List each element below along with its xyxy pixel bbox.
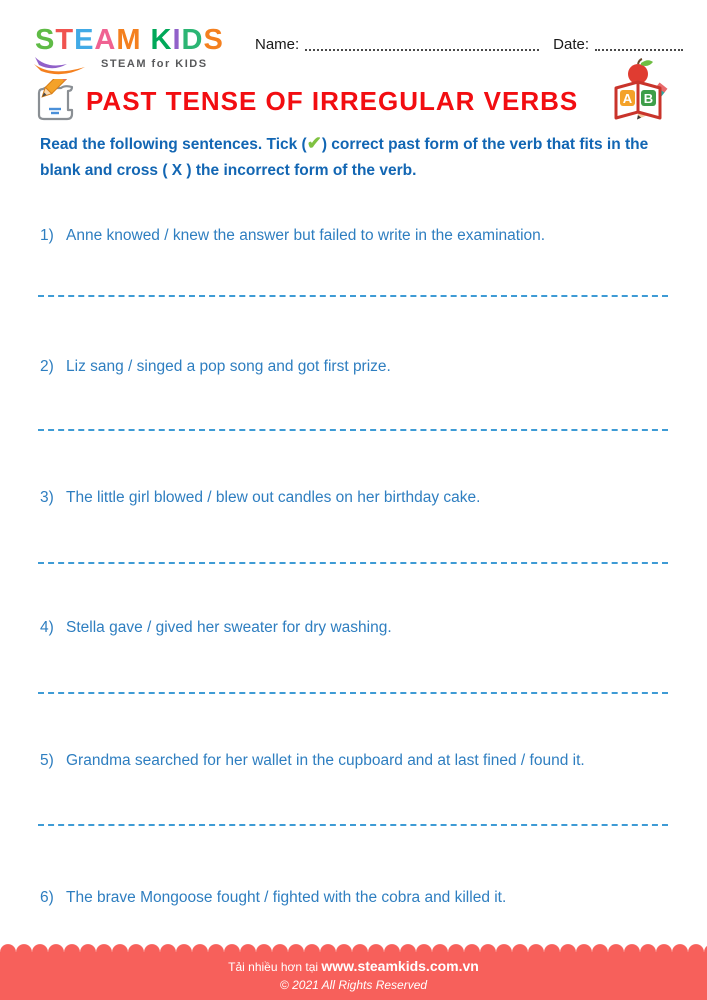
instructions — [40, 132, 680, 184]
sentence-text: The little girl blowed / blew out candles on her birthday cake. — [66, 489, 481, 506]
footer-copyright: © 2021 All Rights Reserved — [279, 978, 428, 992]
date-label: Date: — [553, 36, 589, 53]
sentence-number: 4) — [40, 619, 54, 636]
name-input-line[interactable] — [305, 37, 539, 51]
sentence-number: 2) — [40, 358, 54, 375]
footer-band — [0, 952, 707, 1000]
answer-line-3[interactable] — [38, 562, 668, 564]
name-label: Name: — [255, 36, 300, 53]
answer-line-2[interactable] — [38, 429, 668, 431]
logo-swoosh-icon — [33, 55, 101, 75]
steamkids-logo — [35, 25, 225, 77]
logo-wordmark — [35, 25, 225, 55]
footer-pre-text: Tải nhiều hơn tại — [228, 960, 322, 974]
answer-line-1[interactable] — [38, 295, 668, 297]
sentence-text: Grandma searched for her wallet in the cupboard and at last fined / found it. — [66, 752, 585, 769]
logo-letter: K — [150, 24, 173, 56]
sentence-text: Stella gave / gived her sweater for dry washing. — [66, 619, 392, 636]
logo-letter: D — [181, 24, 204, 56]
page-title: PAST TENSE OF IRREGULAR VERBS — [86, 85, 579, 116]
name-date-row — [255, 36, 683, 54]
pencil-paper-icon — [35, 79, 79, 123]
footer-download-text — [0, 952, 707, 975]
answer-line-4[interactable] — [38, 692, 668, 694]
sentence-number: 1) — [40, 227, 54, 244]
logo-tagline: STEAM for KIDS — [101, 58, 208, 70]
sentence-item-6 — [40, 888, 680, 907]
sentence-item-3 — [40, 488, 680, 507]
instructions-part2: ) correct past form of the verb that fits in the blank and cross ( X ) the incorrect form of the verb. — [40, 136, 649, 179]
logo-letter: S — [203, 24, 224, 56]
svg-text:A: A — [622, 91, 633, 106]
footer-url[interactable]: www.steamkids.com.vn — [321, 958, 479, 974]
sentence-item-5 — [40, 751, 680, 770]
sentence-text: The brave Mongoose fought / fighted with the cobra and killed it. — [66, 889, 507, 906]
title-row — [35, 79, 578, 123]
sentence-item-1 — [40, 226, 680, 245]
answer-line-5[interactable] — [38, 824, 668, 826]
logo-letter: A — [94, 24, 117, 56]
check-icon: ✔ — [306, 133, 322, 153]
sentence-number: 5) — [40, 752, 54, 769]
instructions-part1: Read the following sentences. Tick ( — [40, 136, 307, 153]
svg-text:B: B — [643, 91, 654, 106]
logo-letter: M — [116, 24, 142, 56]
sentence-number: 3) — [40, 489, 54, 506]
sentence-text: Liz sang / singed a pop song and got first prize. — [66, 358, 391, 375]
logo-letter: T — [55, 24, 75, 56]
sentence-text: Anne knowed / knew the answer but failed to write in the examination. — [66, 227, 546, 244]
date-input-line[interactable] — [595, 37, 683, 51]
logo-letter: E — [74, 24, 95, 56]
book-apple-icon — [608, 58, 674, 126]
logo-letter: S — [35, 24, 56, 56]
sentence-item-2 — [40, 357, 680, 376]
logo-letter: I — [172, 24, 182, 56]
sentence-number: 6) — [40, 889, 54, 906]
sentence-item-4 — [40, 618, 680, 637]
